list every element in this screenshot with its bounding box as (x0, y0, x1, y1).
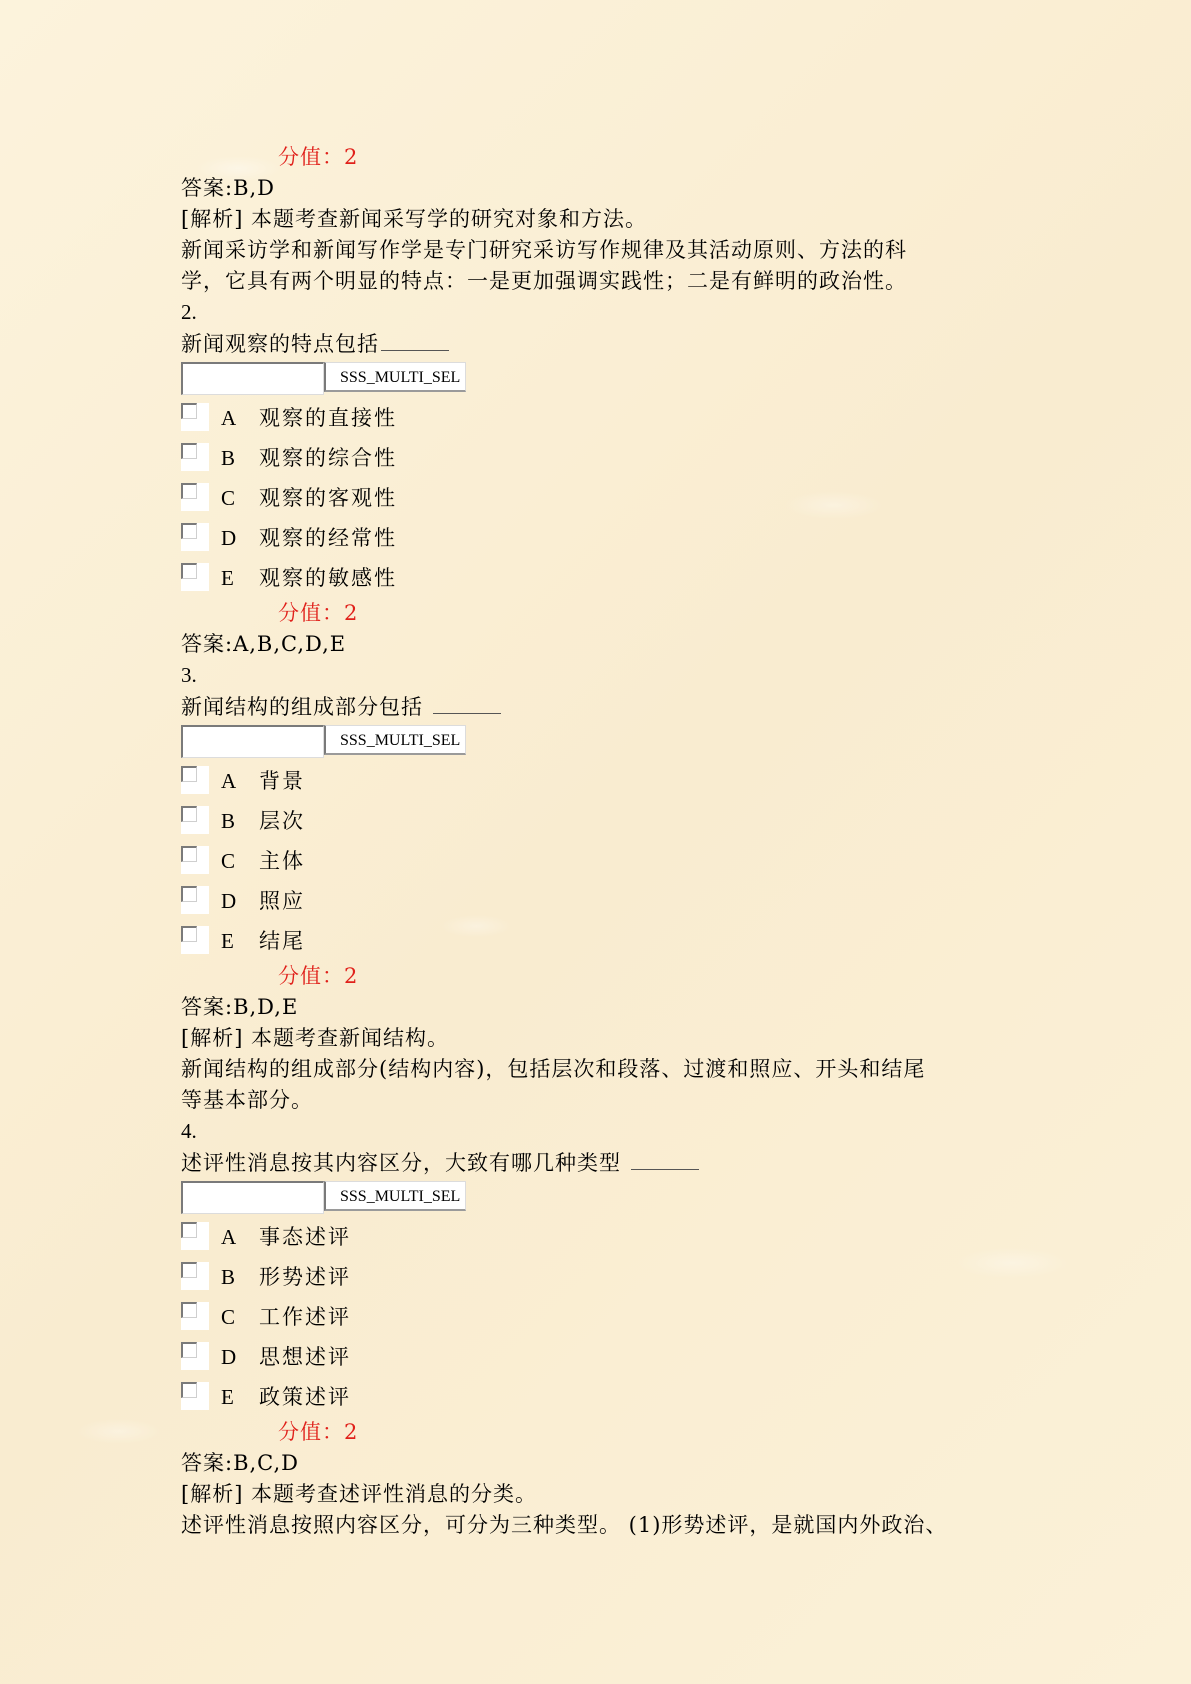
checkbox[interactable] (181, 483, 197, 499)
score-label: 分值：2 (278, 145, 359, 169)
multi-select-input[interactable] (181, 1181, 324, 1214)
multi-select-control (181, 362, 1001, 394)
checkbox[interactable] (181, 523, 197, 539)
analysis-text: 学，它具有两个明显的特点：一是更加强调实践性；二是有鲜明的政治性。 (181, 269, 907, 293)
question-stem (181, 328, 1001, 360)
option-d[interactable] (181, 1337, 1001, 1377)
answer-text: 答案:B,D,E (181, 995, 299, 1019)
option-text: 事态述评 (259, 1224, 351, 1249)
option-text: 观察的敏感性 (259, 565, 397, 590)
option-c[interactable] (181, 1297, 1001, 1337)
option-text: 形势述评 (259, 1264, 351, 1289)
question-3 (181, 660, 1001, 1116)
checkbox[interactable] (181, 1302, 197, 1318)
checkbox[interactable] (181, 886, 197, 902)
checkbox[interactable] (181, 806, 197, 822)
checkbox[interactable] (181, 443, 197, 459)
option-text: 观察的经常性 (259, 525, 397, 550)
answer-blank (381, 328, 449, 351)
option-letter: D (221, 1344, 237, 1369)
analysis-title: [解析] 本题考查新闻结构。 (181, 1026, 450, 1050)
analysis-text: 新闻结构的组成部分(结构内容)，包括层次和段落、过渡和照应、开头和结尾 (181, 1057, 926, 1081)
option-text: 主体 (259, 848, 305, 873)
option-letter: E (221, 1384, 234, 1409)
checkbox[interactable] (181, 926, 197, 942)
option-text: 思想述评 (259, 1344, 351, 1369)
answer-text: 答案:B,C,D (181, 1451, 300, 1475)
option-letter: B (221, 445, 236, 470)
option-a[interactable] (181, 398, 1001, 438)
question-stem-text: 述评性消息按其内容区分，大致有哪几种类型 (181, 1151, 621, 1175)
answer-blank (631, 1147, 699, 1170)
option-letter: E (221, 928, 234, 953)
option-letter: C (221, 1304, 236, 1329)
multi-select-control (181, 725, 1001, 757)
option-text: 工作述评 (259, 1304, 351, 1329)
question-number: 2. (181, 300, 197, 324)
option-letter: A (221, 768, 237, 793)
checkbox[interactable] (181, 1222, 197, 1238)
document-body (181, 142, 1001, 1541)
option-letter: A (221, 1224, 237, 1249)
option-text: 观察的客观性 (259, 485, 397, 510)
option-letter: D (221, 525, 237, 550)
question-stem (181, 1147, 1001, 1179)
score-label: 分值：2 (278, 601, 359, 625)
multi-select-input[interactable] (181, 362, 324, 395)
option-text: 背景 (259, 768, 305, 793)
score-label: 分值：2 (278, 964, 359, 988)
option-text: 照应 (259, 888, 305, 913)
multi-select-button[interactable]: SSS_MULTI_SEL (324, 1181, 466, 1211)
analysis-title: [解析] 本题考查述评性消息的分类。 (181, 1482, 538, 1506)
option-letter: B (221, 808, 236, 833)
option-letter: C (221, 848, 236, 873)
analysis-title: [解析] 本题考查新闻采写学的研究对象和方法。 (181, 207, 648, 231)
question-4 (181, 1116, 1001, 1541)
option-text: 观察的直接性 (259, 405, 397, 430)
answer-text: 答案:B,D (181, 176, 276, 200)
question-number: 4. (181, 1119, 197, 1143)
option-letter: A (221, 405, 237, 430)
option-c[interactable] (181, 841, 1001, 881)
option-e[interactable] (181, 558, 1001, 598)
option-letter: C (221, 485, 236, 510)
checkbox[interactable] (181, 1342, 197, 1358)
multi-select-button[interactable]: SSS_MULTI_SEL (324, 362, 466, 392)
option-letter: B (221, 1264, 236, 1289)
answer-text: 答案:A,B,C,D,E (181, 632, 347, 656)
option-d[interactable] (181, 518, 1001, 558)
option-d[interactable] (181, 881, 1001, 921)
option-e[interactable] (181, 1377, 1001, 1417)
option-b[interactable] (181, 438, 1001, 478)
question-2 (181, 297, 1001, 660)
question-stem-text: 新闻结构的组成部分包括 (181, 695, 423, 719)
option-a[interactable] (181, 1217, 1001, 1257)
option-letter: D (221, 888, 237, 913)
question-stem-text: 新闻观察的特点包括 (181, 332, 379, 356)
multi-select-input[interactable] (181, 725, 324, 758)
analysis-text: 述评性消息按照内容区分，可分为三种类型。 (1)形势述评，是就国内外政治、 (181, 1513, 948, 1537)
multi-select-control (181, 1181, 1001, 1213)
analysis-text: 等基本部分。 (181, 1088, 313, 1112)
answer-blank (433, 691, 501, 714)
checkbox[interactable] (181, 1382, 197, 1398)
option-c[interactable] (181, 478, 1001, 518)
checkbox[interactable] (181, 1262, 197, 1278)
checkbox[interactable] (181, 563, 197, 579)
checkbox[interactable] (181, 846, 197, 862)
option-a[interactable] (181, 761, 1001, 801)
multi-select-button[interactable]: SSS_MULTI_SEL (324, 725, 466, 755)
option-text: 层次 (259, 808, 305, 833)
analysis-text: 新闻采访学和新闻写作学是专门研究采访写作规律及其活动原则、方法的科 (181, 238, 907, 262)
option-text: 政策述评 (259, 1384, 351, 1409)
question-stem (181, 691, 1001, 723)
option-text: 结尾 (259, 928, 305, 953)
option-e[interactable] (181, 921, 1001, 961)
option-b[interactable] (181, 801, 1001, 841)
option-letter: E (221, 565, 234, 590)
checkbox[interactable] (181, 403, 197, 419)
option-b[interactable] (181, 1257, 1001, 1297)
score-label: 分值：2 (278, 1420, 359, 1444)
question-number: 3. (181, 663, 197, 687)
checkbox[interactable] (181, 766, 197, 782)
option-text: 观察的综合性 (259, 445, 397, 470)
